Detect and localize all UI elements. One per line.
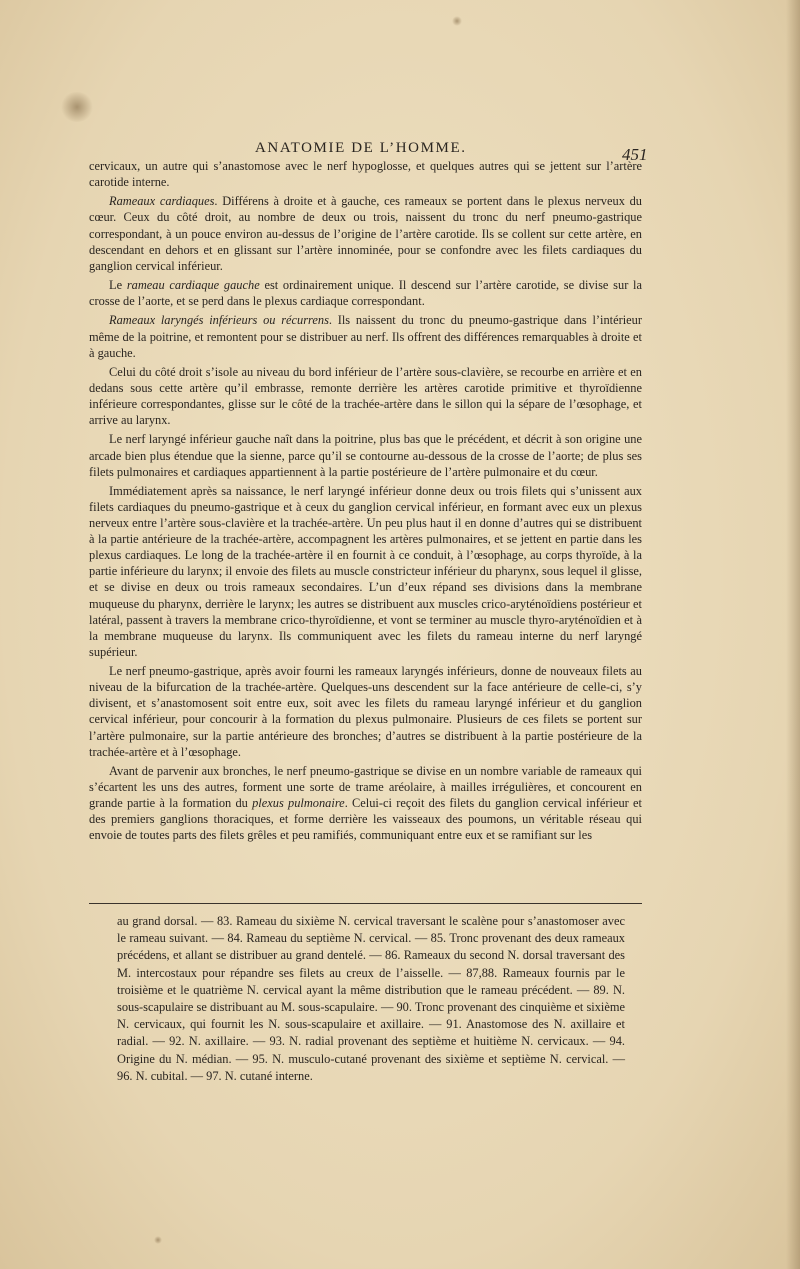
italic-term: plexus pulmonaire bbox=[252, 796, 345, 811]
text-run: cervicaux, un autre qui s’anastomose avec le nerf hypoglosse, et quelques autres qui se jettent sur l’artère carotide interne. bbox=[89, 159, 642, 190]
text-run: est ordinairement unique. Il descend sur l’artère carotide, se divise sur la crosse de l’aorte, et se perd dans le plexus cardiaque correspondant. bbox=[89, 278, 642, 309]
body-paragraph bbox=[89, 763, 642, 843]
text-run: . Différens à droite et à gauche, ces rameaux se portent dans le plexus nerveux du cœur. Ceux du côté droit, au nombre de deux ou trois, naissent du tronc du nerf pneumo-gastrique correspondant, à un pouce environ au-dessus de l’origine de l’artère carotide. Ils se collent sur cette artère, en descendant en dehors et en glissant sur l’artère innominée, pour se confondre avec les filets cardiaques du ganglion cervical inférieur. bbox=[89, 194, 642, 273]
italic-term: rameau cardiaque gauche bbox=[126, 278, 260, 293]
paper-stain bbox=[60, 92, 94, 122]
figure-caption: au grand dorsal. — 83. Rameau du sixième N. cervical traversant le scalène pour s’anastomoser avec le rameau suivant. — 84. Rameau du septième N. cervical. — 85. Tronc provenant des deux rameaux précédens, et allant se distribuer au grand dentelé. — 86. Rameaux du second N. dorsal traversant des M. intercostaux pour répandre ses filets au creux de l’aisselle. — 87,88. Rameaux fournis par le troisième et le quatrième N. cervical ayant la même distribution que le rameau précédent. — 89. N. sous-scapulaire se distribuant au M. sous-scapulaire. — 90. Tronc provenant des cinquième et sixième N. cervicaux, qui fournit les N. sous-scapulaire et axillaire. — 91. Anastomose des N. axillaire et radial. — 92. N. axillaire. — 93. N. radial provenant des septième et huitième N. cervicaux. — 94. Origine du N. médian. — 95. N. musculo-cutané provenant des sixième et septième N. cervical. — 96. N. cubital. — 97. N. cutané interne. bbox=[117, 914, 625, 1083]
body-paragraph bbox=[89, 312, 642, 360]
page-number: 451 bbox=[622, 145, 648, 164]
italic-term: Rameaux cardiaques bbox=[109, 194, 215, 209]
page-edge-shadow bbox=[786, 0, 800, 1269]
text-run: Le nerf laryngé inférieur gauche naît dans la poitrine, plus bas que le précédent, et décrit à son origine une arcade bien plus étendue que la sienne, parce qu’il se contourne au-dessous de la crosse de l’aorte; de plus ses filets pulmonaires et cardiaques appartiennent à la partie postérieure de l’artère pulmonaire et du cœur. bbox=[89, 432, 642, 479]
body-paragraph bbox=[89, 277, 642, 309]
body-paragraph bbox=[89, 193, 642, 273]
text-run: Le bbox=[109, 278, 127, 293]
text-run: . Celui-ci reçoit des filets du ganglion cervical inférieur et des premiers ganglions thoraciques, et forme derrière les vaisseaux des poumons, un véritable réseau qui envoie de toutes parts des filets grêles et peu ramifiés, communiquant entre eux et se ramifiant sur les bbox=[89, 796, 642, 843]
body-paragraph bbox=[89, 431, 642, 479]
text-run: Celui du côté droit s’isole au niveau du bord inférieur de l’artère sous-clavière, se recourbe en arrière et en dedans sous cette artère qu’il embrasse, remonte derrière les artères carotide primitive et thyroïdienne inférieure correspondantes, glisse sur le côté de la trachée-artère dans le sillon qui la sépare de l’œsophage, et arrive au larynx. bbox=[89, 364, 642, 428]
body-text bbox=[89, 158, 642, 847]
body-paragraph bbox=[89, 663, 642, 760]
paper-stain bbox=[452, 16, 462, 26]
paper-stain bbox=[154, 1236, 162, 1244]
text-run: Le nerf pneumo-gastrique, après avoir fourni les rameaux laryngés inférieurs, donne de nouveaux filets au niveau de la bifurcation de la trachée-artère. Quelques-uns descendent sur la face antérieure de celle-ci, s’y divisent, et s’anastomosent soit entre eux, soit avec les filets du rameau laryngé inférieur et du ganglion cervical inférieur, pour concourir à la formation du plexus pulmonaire. Plusieurs de ces filets se portent sur l’artère pulmonaire, sur la partie antérieure des bronches; d’autres se distribuent à la partie postérieure de la trachée-artère et à l’œsophage. bbox=[89, 664, 642, 759]
section-divider bbox=[89, 903, 642, 904]
body-paragraph bbox=[89, 158, 642, 190]
text-run: . Ils naissent du tronc du pneumo-gastrique dans l’intérieur même de la poitrine, et remontent pour se distribuer au nerf. Ils offrent des différences remarquables à droite et à gauche. bbox=[89, 313, 642, 360]
running-title: ANATOMIE DE L’HOMME. bbox=[255, 140, 467, 156]
body-paragraph bbox=[89, 483, 642, 660]
italic-term: Rameaux laryngés inférieurs ou récurrens bbox=[109, 313, 329, 328]
body-paragraph bbox=[89, 364, 642, 428]
text-run: Immédiatement après sa naissance, le nerf laryngé inférieur donne deux ou trois filets qui s’unissent aux filets cardiaques du pneumo-gastrique et à ceux du ganglion cervical inférieur, en formant avec eux un plexus nerveux entre l’artère sous-clavière et la trachée-artère. Un peu plus haut il en donne d’autres qui se distribuent à la partie antérieure de la trachée-artère, accompagnent les artères pulmonaires, et se jettent en partie dans les plexus cardiaques. Le long de la trachée-artère il en fournit à ce conduit, à l’œsophage, au corps thyroïde, à la partie inférieure du larynx; il envoie des filets au muscle constricteur inférieur du pharynx, sous lequel il glisse, et se divise en deux ou trois rameaux secondaires. L’un d’eux répand ses divisions dans la membrane muqueuse du pharynx, derrière le larynx; les autres se distribuent aux muscles crico-aryténoïdiens postérieur et latéral, passent à travers la membrane crico-thyroïdienne, et vont se terminer au muscle thyro-aryténoïdien et à la membrane muqueuse du larynx. Ils communiquent avec les filets du rameau interne du nerf laryngé supérieur. bbox=[89, 483, 642, 659]
text-run: Avant de parvenir aux bronches, le nerf pneumo-gastrique se divise en un nombre variable de rameaux qui s’écartent les uns des autres, forment une sorte de trame aréolaire, à mailles irrégulières, et concourent en grande partie à la formation du bbox=[89, 763, 642, 811]
